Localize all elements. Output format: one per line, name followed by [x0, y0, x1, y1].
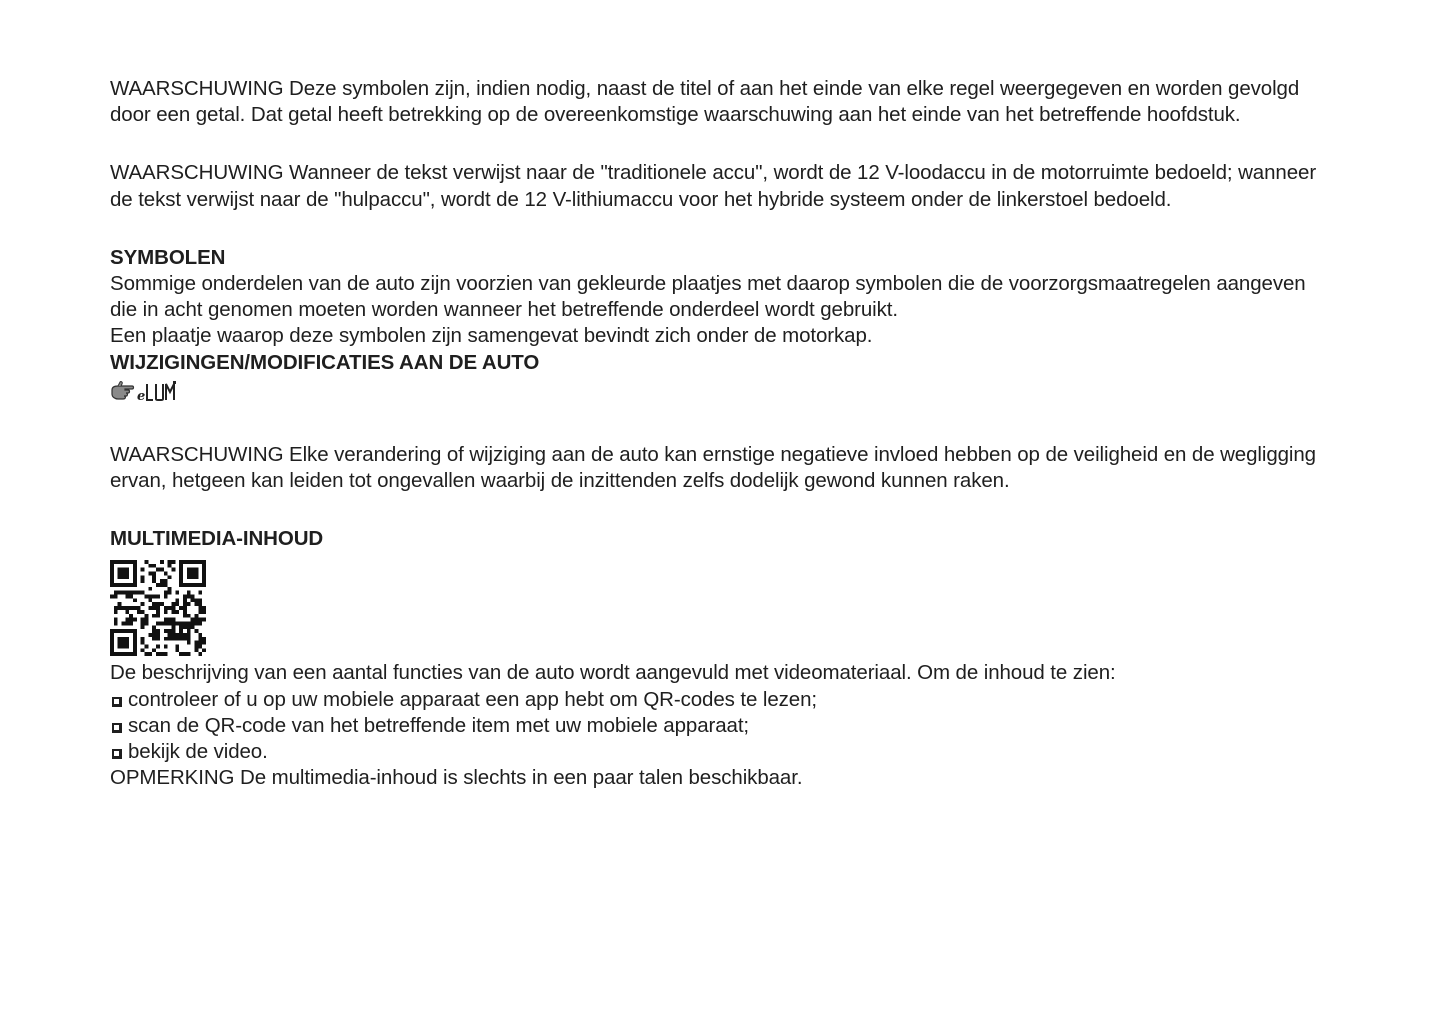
list-item-text: controleer of u op uw mobiele apparaat een app hebt om QR-codes te lezen;: [128, 687, 817, 711]
list-item-text: scan de QR-code van het betreffende item met uw mobiele apparaat;: [128, 713, 750, 737]
pointing-hand-elum-icon: [110, 376, 1330, 406]
svg-text:e: e: [137, 388, 146, 404]
spacer: [110, 128, 1330, 160]
symbols-text-2: Een plaatje waarop deze symbolen zijn samengevat bevindt zich onder de motorkap.: [110, 324, 873, 348]
list-item: [110, 687, 1330, 713]
symbols-text-1: Sommige onderdelen van de auto zijn voorzien van gekleurde plaatjes met daarop symbolen die de voorzorgsmaatregelen aangeven die in acht genomen moeten worden wanneer het betreffende onderdeel wordt gebruikt.: [110, 272, 1306, 322]
modifications-warning: WAARSCHUWING Elke verandering of wijziging aan de auto kan ernstige negatieve invloed hebben op de veiligheid en de wegligging ervan, hetgeen kan leiden tot ongevallen waarbij de inzittenden zelfs dodelijk gewond kunnen raken.: [110, 442, 1316, 493]
checkbox-bullet-icon: [112, 697, 122, 707]
symbols-warning: WAARSCHUWING Deze symbolen zijn, indien nodig, naast de titel of aan het einde van elke regel weergegeven en worden gevolgd door een getal. Dat getal heeft betrekking op de overeenkomstige waarschuwing aan het einde van het betreffende hoofdstuk.: [110, 77, 1300, 127]
spacer: [110, 213, 1330, 245]
checkbox-bullet-icon: [112, 749, 122, 759]
modifications-heading: WIJZIGINGEN/MODIFICATIES AAN DE AUTO: [110, 350, 540, 374]
checkbox-bullet-icon: [112, 723, 122, 733]
list-item: [110, 739, 1330, 765]
multimedia-intro: De beschrijving van een aantal functies van de auto wordt aangevuld met videomateriaal. Om de inhoud te zien:: [110, 661, 1116, 685]
qr-code-icon: [110, 560, 206, 656]
spacer: [110, 494, 1330, 526]
document-content: [110, 76, 1330, 791]
battery-warning: WAARSCHUWING Wanneer de tekst verwijst naar de "traditionele accu", wordt de 12 V-loodaccu in de motorruimte bedoeld; wanneer de tekst verwijst naar de "hulpaccu", wordt de 12 V-lithiumaccu voor het hybride systeem onder de linkerstoel bedoeld.: [110, 161, 1317, 211]
list-item-text: bekijk de video.: [128, 740, 268, 764]
spacer: [110, 406, 1330, 442]
symbols-heading: SYMBOLEN: [110, 245, 226, 269]
multimedia-note: OPMERKING De multimedia-inhoud is slechts in een paar talen beschikbaar.: [110, 766, 803, 790]
list-item: [110, 713, 1330, 739]
multimedia-heading: MULTIMEDIA-INHOUD: [110, 527, 324, 551]
